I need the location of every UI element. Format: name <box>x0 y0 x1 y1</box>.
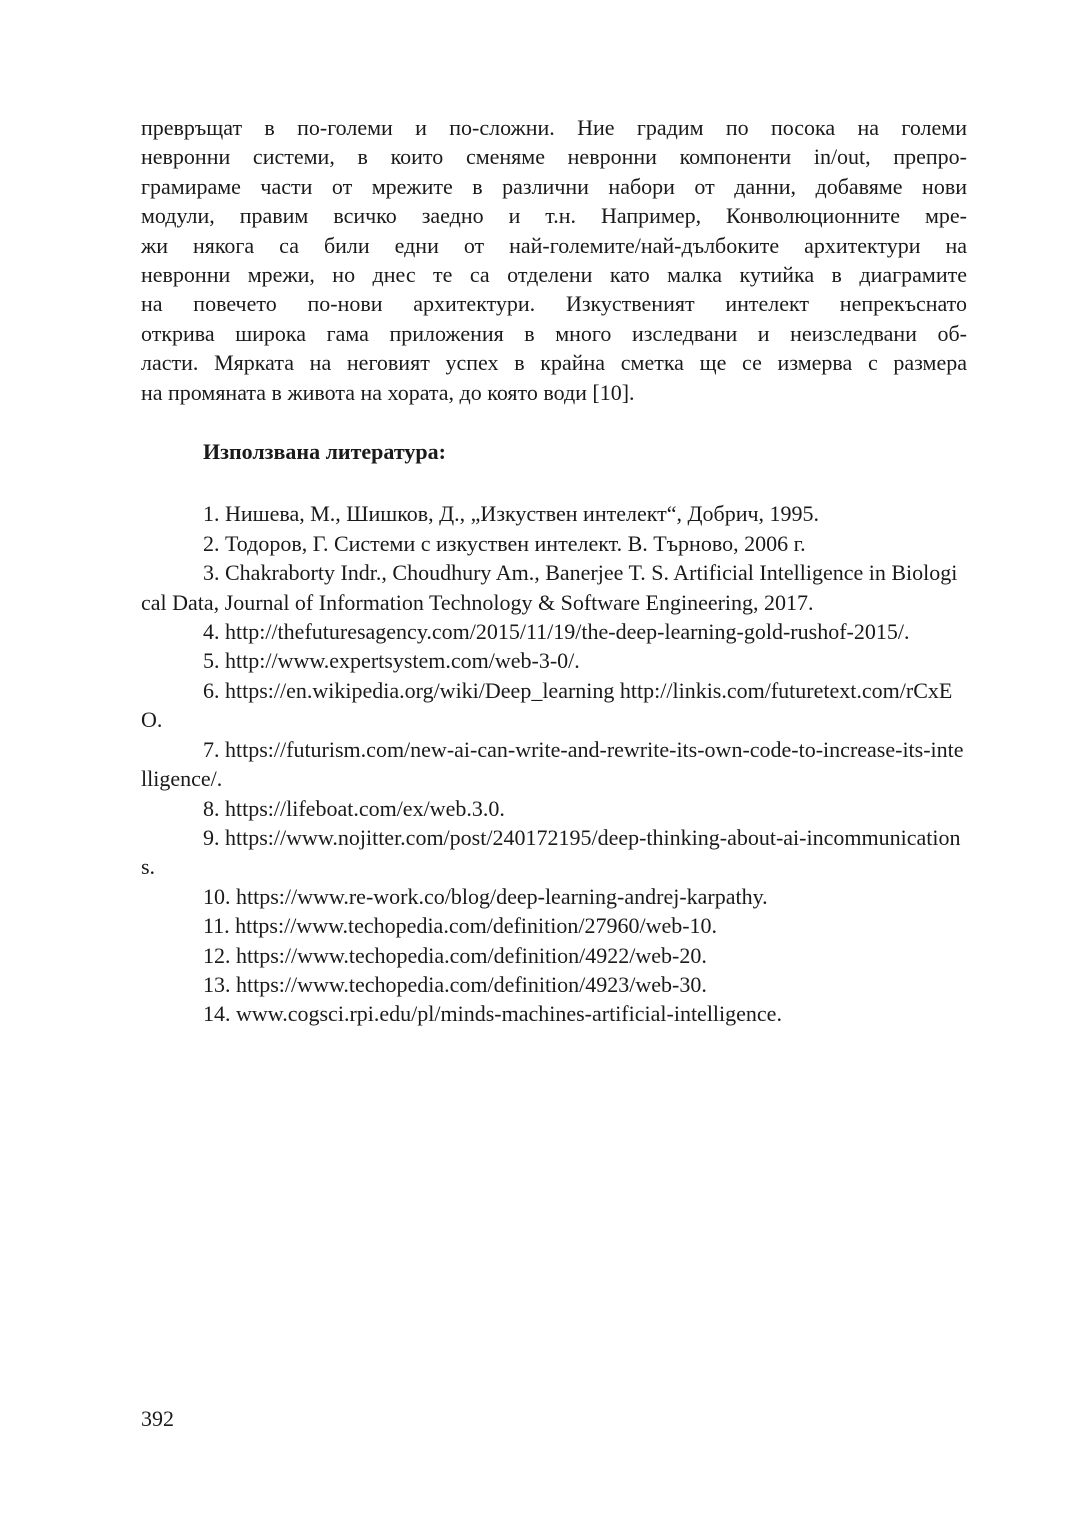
paragraph-line: невронни мрежи, но днес те са отделени като малка кутийка в диаграмите <box>141 262 967 288</box>
reference-item: 9. https://www.nojitter.com/post/240172195/deep-thinking-about-ai-incommunications. <box>141 824 961 880</box>
body-paragraph <box>141 113 967 407</box>
reference-item: 5. http://www.expertsystem.com/web-3-0/. <box>203 648 580 674</box>
reference-item: 13. https://www.techopedia.com/definition/4923/web-30. <box>203 971 707 997</box>
page-content <box>141 113 967 1029</box>
paragraph-line: невронни системи, в които сменяме невронни компоненти in/out, препро- <box>141 144 967 170</box>
paragraph-line: грамираме части от мрежите в различни набори от данни, добавяме нови <box>141 173 967 199</box>
paragraph-line: на промяната в живота на хората, до която води [10]. <box>141 379 635 405</box>
reference-item: 11. https://www.techopedia.com/definition/27960/web-10. <box>203 913 718 939</box>
paragraph-line: открива широка гама приложения в много изследвани и неизследвани об- <box>141 320 967 346</box>
references-list <box>141 499 967 1028</box>
reference-item: 1. Нишева, М., Шишков, Д., „Изкуствен интелект“, Добрич, 1995. <box>203 501 820 527</box>
reference-item: 7. https://futurism.com/new-ai-can-write-and-rewrite-its-own-code-to-increase-its-intelligence/. <box>141 736 964 792</box>
reference-item: 4. http://thefuturesagency.com/2015/11/19/the-deep-learning-gold-rushof-2015/. <box>203 619 910 645</box>
reference-item: 2. Тодоров, Г. Системи с изкуствен интелект. В. Търново, 2006 г. <box>203 530 806 556</box>
paragraph-line: ласти. Мярката на неговият успех в крайна сметка ще се измерва с размера <box>141 350 967 376</box>
references-heading: Използвана литература: <box>203 439 446 465</box>
paragraph-line: превръщат в по-големи и по-сложни. Ние градим по посока на големи <box>141 115 967 140</box>
reference-item: 10. https://www.re-work.co/blog/deep-learning-andrej-karpathy. <box>203 883 768 909</box>
reference-item: 12. https://www.techopedia.com/definition/4922/web-20. <box>203 942 707 968</box>
paragraph-line: жи някога са били едни от най-големите/най-дълбоките архитектури на <box>141 232 967 258</box>
paragraph-line: модули, правим всичко заедно и т.н. Например, Конволюционните мре- <box>141 203 967 229</box>
reference-item: 3. Chakraborty Indr., Choudhury Am., Banerjee T. S. Artificial Intelligence in Biological Data, Journal of Information Technology & Software Engineering, 2017. <box>141 560 958 615</box>
reference-item: 6. https://en.wikipedia.org/wiki/Deep_learning http://linkis.com/futuretext.com/rCxEO. <box>141 677 953 733</box>
reference-item: 14. www.cogsci.rpi.edu/pl/minds-machines-artificial-intelligence. <box>203 1001 782 1027</box>
paragraph-line: на повечето по-нови архитектури. Изкуственият интелект непрекъснато <box>141 291 967 317</box>
page-number: 392 <box>141 1406 174 1431</box>
reference-item: 8. https://lifeboat.com/ex/web.3.0. <box>203 795 505 821</box>
